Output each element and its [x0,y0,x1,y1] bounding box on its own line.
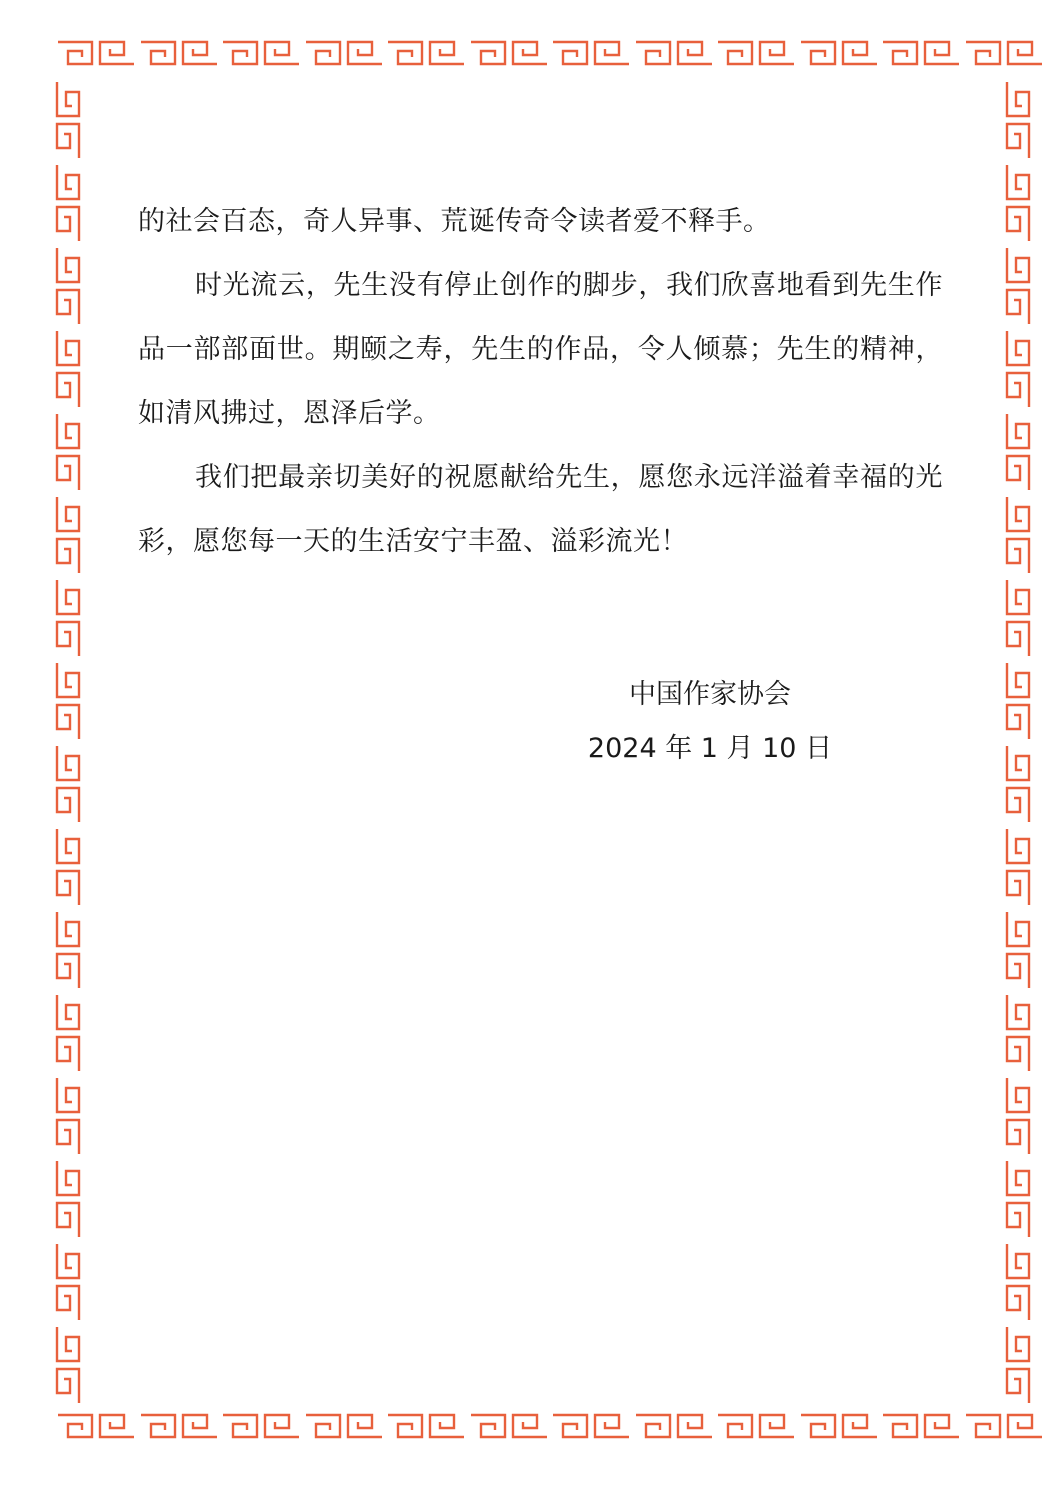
signature-block [560,668,860,776]
paragraph-2: 时光流云，先生没有停止创作的脚步，我们欣喜地看到先生作品一部部面世。期颐之寿，先生的作品，令人倾慕；先生的精神，如清风拂过，恩泽后学。 [138,270,943,429]
signature-date: 2024 年 1 月 10 日 [587,733,833,764]
border-bottom [58,1415,1042,1437]
border-right [1007,82,1029,1403]
letter-body [138,190,943,574]
border-top [58,42,1042,64]
signature-organization: 中国作家协会 [629,679,791,710]
paragraph-1: 的社会百态，奇人异事、荒诞传奇令读者爱不释手。 [138,206,771,237]
border-left [57,82,79,1403]
paragraph-3: 我们把最亲切美好的祝愿献给先生，愿您永远洋溢着幸福的光彩，愿您每一天的生活安宁丰盈、溢彩流光！ [138,462,943,557]
